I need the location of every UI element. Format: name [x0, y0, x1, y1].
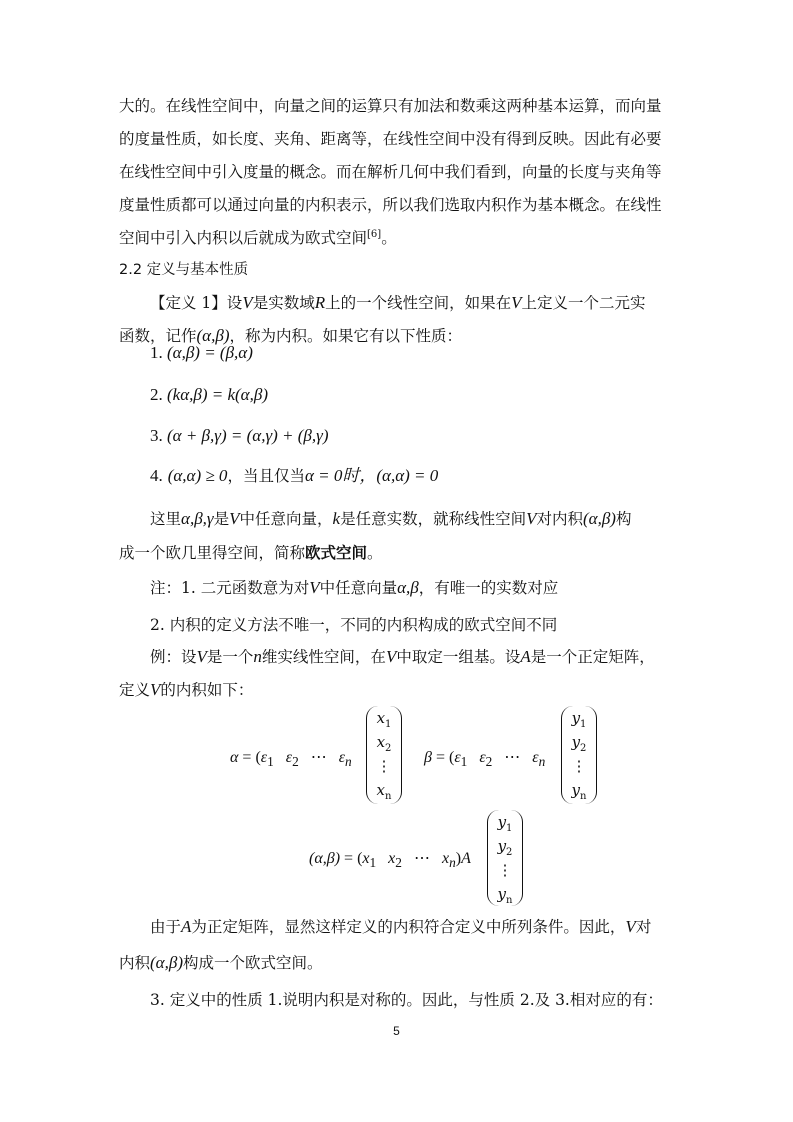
beta-equation: $\beta = (\varepsilon_1$ $\varepsilon_2$ ⋯ $\varepsilon_n$: [424, 749, 546, 770]
def1-label: 【定义 1】: [150, 294, 227, 312]
alpha-basis-row: ($\varepsilon_1$ $\varepsilon_2$ ⋯ $\varepsilon_n$: [255, 749, 352, 770]
property-1: 1. (α,β) = (β,α): [150, 343, 253, 362]
intro-line-5: 空间中引入内积以后就成为欧式空间[6]。: [119, 228, 397, 247]
example-line-1: 例：设V是一个n维实线性空间，在V中取定一组基。设A是一个正定矩阵，: [150, 647, 655, 666]
beta-basis-row: ($\varepsilon_1$ $\varepsilon_2$ ⋯ $\varepsilon_n$: [449, 749, 546, 770]
after-props-line-1: 这里α,β,γ是V中任意向量，k是任意实数，就称线性空间V对内积(α,β)构: [150, 509, 632, 528]
property-3: 3. (α + β,γ) = (α,γ) + (β,γ): [150, 426, 329, 445]
intro-line-2: 的度量性质，如长度、夹角、距离等，在线性空间中没有得到反映。因此有必要: [119, 130, 662, 148]
matrix-A: A: [461, 850, 471, 867]
citation-ref: [6]: [367, 228, 382, 240]
note-2: 2. 内积的定义方法不唯一，不同的内积构成的欧式空间不同: [150, 616, 558, 634]
alpha-equation: $\alpha = (\varepsilon_1$ $\varepsilon_2$ ⋯ $\varepsilon_n$: [230, 749, 352, 770]
y-column-vector: $y_1$ $y_2$ ⋮ $y_n$: [561, 706, 597, 804]
intro-line-3: 在线性空间中引入度量的概念。而在解析几何中我们看到，向量的长度与夹角等: [119, 163, 662, 181]
inner-product-equation: $(\alpha,\beta) = (x_1$ $x_2$ ⋯ $x_n)A$: [309, 850, 471, 871]
conclusion-line-2: 内积(α,β)构成一个欧式空间。: [119, 953, 323, 972]
example-line-2: 定义V的内积如下：: [119, 680, 254, 699]
property-2: 2. (kα,β) = k(α,β): [150, 385, 268, 404]
intro-line-4: 度量性质都可以通过向量的内积表示，所以我们选取内积作为基本概念。在线性: [119, 196, 662, 214]
conclusion-line-1: 由于A为正定矩阵，显然这样定义的内积符合定义中所列条件。因此，V对: [150, 917, 652, 936]
after-props-line-2: 成一个欧几里得空间，简称欧式空间。: [119, 543, 383, 562]
def1-line-2: 函数，记作(α,β)，称为内积。如果它有以下性质：: [119, 326, 462, 345]
page-number: 5: [393, 1024, 400, 1038]
section-heading: 2.2 定义与基本性质: [119, 262, 249, 278]
note-3: 3. 定义中的性质 1.说明内积是对称的。因此，与性质 2.及 3.相对应的有：: [150, 991, 663, 1009]
note-1: 注：1. 二元函数意为对V中任意向量α,β，有唯一的实数对应: [150, 578, 559, 597]
property-4: 4. (α,α) ≥ 0，当且仅当α = 0时，(α,α) = 0: [150, 466, 439, 485]
def1-line-1: 【定义 1】设V是实数域R上的一个线性空间，如果在V上定义一个二元实: [150, 293, 646, 312]
x-row-vector: ($x_1$ $x_2$ ⋯ $x_n$): [357, 850, 462, 871]
intro-line-1: 大的。在线性空间中，向量之间的运算只有加法和数乘这两种基本运算，而向量: [119, 97, 662, 115]
euclidean-space-term: 欧式空间: [305, 543, 368, 562]
x-column-vector: $x_1$ $x_2$ ⋮ $x_n$: [366, 706, 402, 804]
y-column-vector-2: $y_1$ $y_2$ ⋮ $y_n$: [487, 810, 523, 906]
